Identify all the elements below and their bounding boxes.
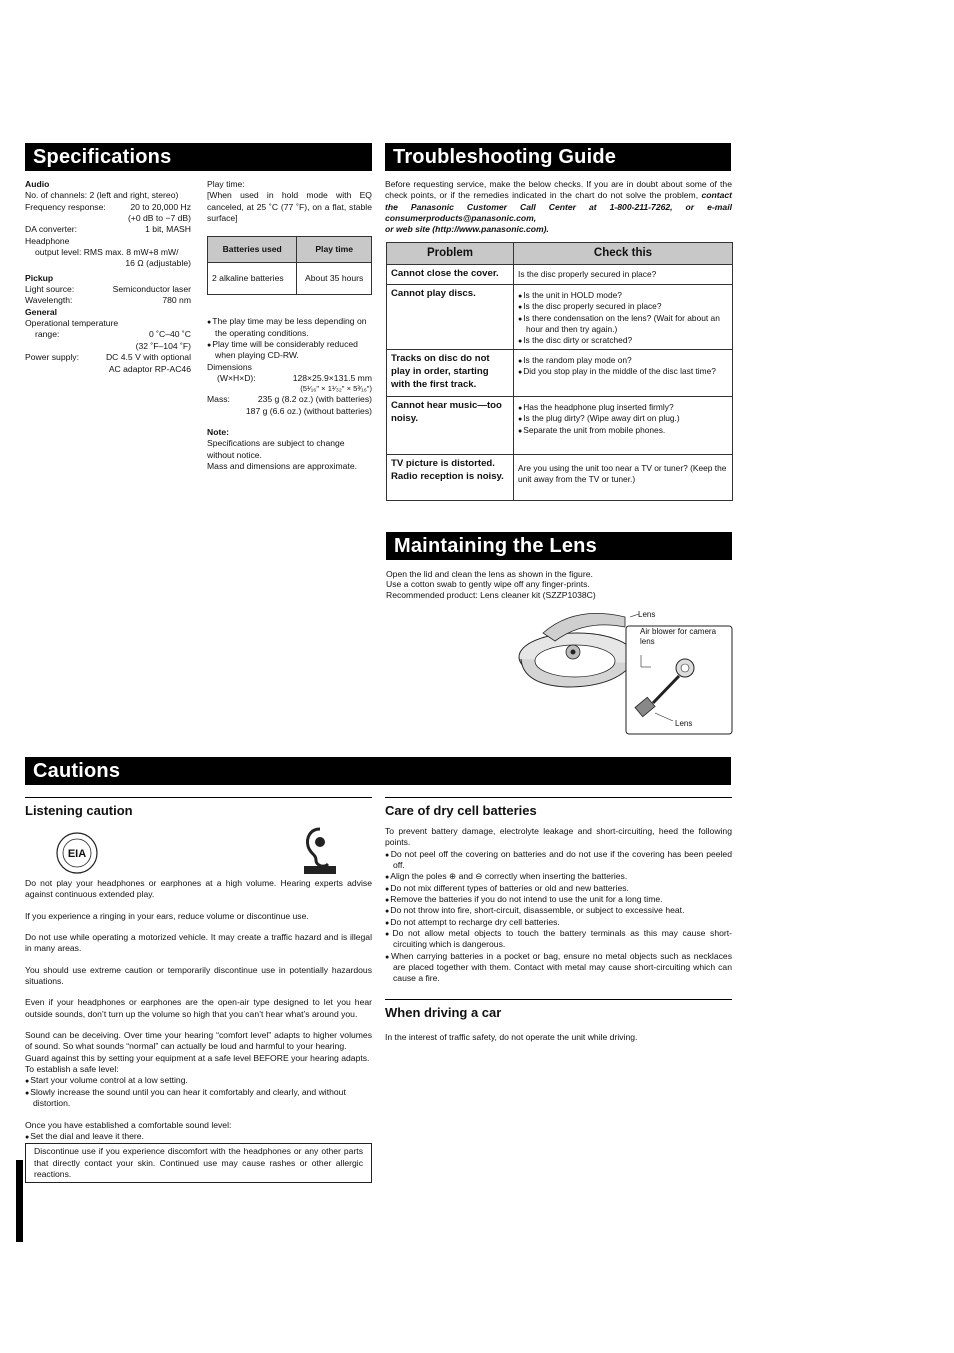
playtime-bullet-1: ● The play time may be less depending on the operating conditions. (207, 316, 372, 339)
page-edge-mark (16, 1160, 23, 1242)
troubleshooting-body (387, 265, 733, 501)
check-item: ● Is the plug dirty? (Wipe away dirt on plug.) (518, 413, 728, 424)
note-1: Specifications are subject to change without notice. (207, 438, 345, 460)
wave-label: Wavelength: (25, 295, 73, 306)
light-label: Light source: (25, 284, 75, 295)
check-item: Is the disc properly secured in place? (518, 269, 657, 280)
lens-line-1: Open the lid and clean the lens as shown in the figure. (386, 569, 593, 579)
lens-label-bottom: Lens (675, 719, 693, 728)
range-row (25, 329, 191, 340)
troubleshooting-heading: Troubleshooting Guide (385, 143, 731, 171)
listening-caution-title: Listening caution (25, 797, 372, 819)
troubleshooting-intro (385, 179, 732, 236)
dim-row (207, 373, 372, 384)
battery-list-item: ● Align the poles ⊕ and ⊖ correctly when inserting the batteries. (385, 871, 732, 882)
check-cell (514, 265, 733, 285)
headphone-label: Headphone (25, 235, 70, 246)
driving-text: In the interest of traffic safety, do not operate the unit while driving. (385, 1032, 638, 1042)
battery-list-item: ● Do not mix different types of batteries or old and new batteries. (385, 883, 732, 894)
dim-value: 128×25.9×131.5 mm (292, 373, 372, 384)
freq-label: Frequency response: (25, 201, 106, 212)
playtime-note: [When used in hold mode with EQ canceled, at 25 ˚C (77 ˚F), on a flat, stable surface] (207, 190, 372, 224)
da-row (25, 224, 191, 235)
safe-bullet-2: ● Slowly increase the sound until you can hear it comfortably and clearly, and without distortion. (25, 1087, 372, 1110)
battery-care-title: Care of dry cell batteries (385, 797, 732, 819)
optemp-label: Operational temperature (25, 318, 119, 329)
mass-value-2: 187 g (6.6 oz.) (without batteries) (245, 405, 372, 416)
troubleshooting-row (387, 265, 733, 285)
lens-label-top: Lens (638, 610, 656, 619)
da-value: 1 bit, MASH (145, 224, 191, 235)
lens-figure (515, 605, 735, 737)
power-label: Power supply: (25, 352, 79, 363)
problem-cell: Tracks on disc do not play in order, starting with the first track. (387, 350, 514, 397)
problem-cell: Cannot hear music—too noisy. (387, 397, 514, 455)
output-label: output level: RMS max. 8 mW+8 mW/ (35, 247, 179, 258)
playtime-cell: About 35 hours (297, 263, 372, 295)
playtime-label: Play time: (207, 179, 245, 189)
troubleshooting-row (387, 285, 733, 350)
blower-label: Air blower for camera lens (640, 627, 717, 646)
battery-list-item: ● Do not attempt to recharge dry cell batteries. (385, 917, 732, 928)
audio-heading: Audio (25, 179, 50, 189)
dimensions-label: Dimensions (207, 361, 252, 372)
freq-row (25, 202, 191, 213)
playtime-table (207, 236, 372, 295)
troubleshooting-row (387, 350, 733, 397)
check-cell (514, 285, 733, 350)
check-item: ● Did you stop play in the middle of the disc last time? (518, 366, 728, 377)
listening-ear-icon (302, 826, 338, 876)
lens-heading: Maintaining the Lens (386, 532, 732, 560)
battery-list-item: ● Remove the batteries if you do not intend to use the unit for a long time. (385, 894, 732, 905)
problem-cell: TV picture is distorted. Radio reception is noisy. (387, 455, 514, 501)
safe-bullet-1: ● Start your volume control at a low setting. (25, 1075, 372, 1086)
check-cell (514, 397, 733, 455)
problem-cell: Cannot close the cover. (387, 265, 514, 285)
driving-title: When driving a car (385, 999, 732, 1021)
check-item: Are you using the unit too near a TV or tuner? (Keep the unit away from the TV or tuner.) (518, 463, 727, 485)
mass-value: 235 g (8.2 oz.) (with batteries) (257, 394, 372, 405)
listening-p2: If you experience a ringing in your ears, reduce volume or discontinue use. (25, 910, 309, 921)
battery-list-item: ● Do not throw into fire, short-circuit, disassemble, or subject to excessive heat. (385, 905, 732, 916)
lens-line-3: Recommended product: Lens cleaner kit (SZZP1038C) (386, 589, 596, 600)
check-cell (514, 455, 733, 501)
check-header: Check this (514, 243, 733, 265)
mass-label: Mass: (207, 394, 230, 405)
listening-p1: Do not play your headphones or earphones at a high volume. Hearing experts advise against continuous extended play. (25, 878, 372, 900)
battery-list (385, 849, 732, 985)
listening-logo (302, 826, 338, 879)
general-heading: General (25, 306, 58, 317)
light-value: Semiconductor laser (112, 284, 191, 295)
output-value: 16 Ω (adjustable) (125, 258, 191, 269)
note-title: Note: (207, 427, 229, 438)
troubleshooting-table (386, 242, 733, 501)
check-item: ● Is the random play mode on? (518, 355, 728, 366)
note-2: Mass and dimensions are approximate. (207, 461, 357, 472)
listening-p3: Do not use while operating a motorized vehicle. It may create a traffic hazard and is illegal in many areas. (25, 932, 372, 954)
listening-p6a: Sound can be deceiving. Over time your hearing “comfort level” adapts to higher volumes of sound. So what sounds “normal” can actually be loud and harmful to your hearing. (25, 1030, 372, 1052)
playtime-bullet-2: ● Play time will be considerably reduced when playing CD-RW. (207, 339, 372, 362)
intro-text: Before requesting service, make the below checks. If you are in doubt about some of the check points, or if the remedies indicated in the chart do not solve the problem, (385, 179, 732, 201)
eia-logo (56, 832, 98, 877)
listening-p6b: Guard against this by setting your equipment at a safe level BEFORE your hearing adapts. (25, 1052, 370, 1063)
lens-instructions (386, 569, 726, 600)
freq-value: 20 to 20,000 Hz (130, 201, 191, 212)
check-item: ● Is the disc dirty or scratched? (518, 335, 728, 346)
da-label: DA converter: (25, 224, 78, 235)
battery-list-item: ● When carrying batteries in a pocket or bag, ensure no metal objects such as necklaces are placed together with them. Contact with metal may cause short-circuiting which can cause a fire. (385, 951, 732, 985)
cd-player-illustration (515, 605, 735, 737)
mass-row (207, 394, 372, 405)
listening-p5: Even if your headphones or earphones are the open-air type designed to let you hear outside sounds, don’t turn up the volume so high that you can’t hear what’s around you. (25, 997, 372, 1019)
boxed-caution: Discontinue use if you experience discomfort with the headphones or any other parts that directly contact your skin. Continued use may cause rashes or other allergic reactions. (25, 1143, 372, 1183)
troubleshooting-row (387, 397, 733, 455)
cautions-heading: Cautions (25, 757, 731, 785)
check-item: ● Is the disc properly secured in place? (518, 301, 728, 312)
safe-bullet-3: ● Set the dial and leave it there. (25, 1131, 372, 1142)
check-item: ● Is there condensation on the lens? (Wait for about an hour and then try again.) (518, 313, 728, 335)
playtime-header: Play time (297, 237, 372, 263)
lens-line-2: Use a cotton swab to gently wipe off any finger-prints. (386, 579, 590, 590)
wave-row (25, 295, 191, 306)
range-value: 0 ˚C–40 ˚C (148, 329, 191, 340)
eia-logo-text: EIA (67, 848, 87, 860)
check-cell (514, 350, 733, 397)
listening-p7: Once you have established a comfortable sound level: (25, 1119, 232, 1130)
light-row (25, 284, 191, 295)
power-value: DC 4.5 V with optional (105, 352, 191, 363)
battery-intro: To prevent battery damage, electrolyte leakage and short-circuiting, heed the following points. (385, 826, 732, 848)
freq-value-2: (+0 dB to −7 dB) (127, 213, 191, 224)
channels-spec: No. of channels: 2 (left and right, stereo) (25, 190, 179, 201)
batteries-header: Batteries used (208, 237, 297, 263)
battery-list-item: ● Do not peel off the covering on batteries and do not use if the covering has been peeled off. (385, 849, 732, 872)
dim-value-2: (5¹⁄₁₆" × 1¹⁄₃₂" × 5³⁄₁₆") (300, 384, 372, 394)
contact-text: contact the Panasonic Customer Call Center at 1-800-211-7262, or e-mail consumerproducts@panasonic.com, (385, 190, 732, 224)
power-row (25, 352, 191, 363)
dim-label: (W×H×D): (217, 373, 256, 384)
power-value-2: AC adaptor RP-AC46 (108, 363, 191, 374)
eia-seal-icon (56, 832, 98, 874)
batteries-cell: 2 alkaline batteries (208, 263, 297, 295)
pickup-heading: Pickup (25, 272, 54, 283)
battery-care-text (385, 826, 732, 985)
troubleshooting-row (387, 455, 733, 501)
specifications-heading: Specifications (25, 143, 372, 171)
check-item: ● Is the unit in HOLD mode? (518, 290, 728, 301)
listening-p6c: To establish a safe level: (25, 1064, 119, 1075)
problem-header: Problem (387, 243, 514, 265)
problem-cell: Cannot play discs. (387, 285, 514, 350)
web-text: or web site (http://www.panasonic.com). (385, 224, 549, 235)
range-value-2: (32 ˚F–104 ˚F) (135, 340, 191, 351)
check-item: ● Separate the unit from mobile phones. (518, 425, 728, 436)
listening-p4: You should use extreme caution or temporarily discontinue use in potentially hazardous situations. (25, 964, 372, 987)
wave-value: 780 nm (162, 295, 191, 306)
range-label: range: (35, 329, 60, 340)
specs-right-column (207, 179, 372, 473)
specs-left-column (25, 179, 191, 375)
check-item: ● Has the headphone plug inserted firmly? (518, 402, 728, 413)
listening-text (25, 878, 372, 1183)
battery-list-item: ● Do not allow metal objects to touch the battery terminals as this may cause short-circuiting which is dangerous. (385, 928, 732, 951)
